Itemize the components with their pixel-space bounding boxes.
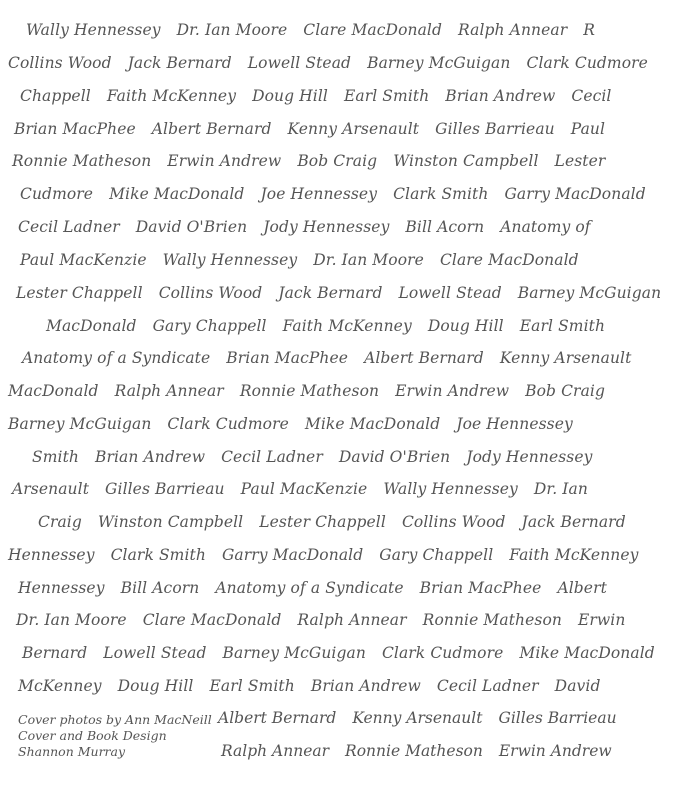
name-text: Collins Wood [158,284,263,302]
name-text: Bob Craig [525,382,605,400]
name-text: Bill Acorn [405,218,485,236]
name-text: Jody Hennessey [263,218,390,236]
name-text: Anatomy of a Syndicate [215,579,404,597]
name-text: Kenny Arsenault [287,120,420,138]
name-text: Bill Acorn [120,579,200,597]
name-text: Ronnie Matheson [422,611,562,629]
name-text: Gilles Barrieau [498,709,617,727]
name-text: Bernard [22,644,88,662]
names-row [14,119,621,139]
names-row [20,86,628,106]
names-row [18,676,616,696]
name-text: Bob Craig [297,152,378,170]
name-text: Cecil Ladner [436,677,539,695]
name-text: Joe Hennessey [260,185,378,203]
name-text: Clark Cudmore [381,644,504,662]
name-text: Dr. Ian [533,480,588,498]
name-text: Faith McKenney [106,87,237,105]
names-row [18,217,607,237]
name-text: Wally Hennessey [162,251,298,269]
name-text: Ralph Annear [458,21,568,39]
name-text: Brian MacPhee [14,120,136,138]
name-text: Winston Campbell [393,152,539,170]
design-credit-label: Cover and Book Design [18,728,167,743]
name-text: Hennessey [8,546,95,564]
name-text: Gary Chappell [379,546,494,564]
name-text: Clare MacDonald [439,251,579,269]
name-text: Earl Smith [519,317,606,335]
name-text: Cecil Ladner [221,448,323,466]
name-text: Dr. Ian Moore [313,251,424,269]
name-text: David O'Brien [338,448,451,466]
name-text: Earl Smith [343,87,430,105]
name-text: Smith [32,448,79,466]
name-text: Paul MacKenzie [20,251,147,269]
names-row [18,578,623,598]
name-text: Craig [38,513,82,531]
name-text: Albert Bernard [218,709,337,727]
name-text: Mike MacDonald [519,644,655,662]
names-row [26,20,611,40]
names-row [8,414,589,434]
name-text: Clare MacDonald [142,611,282,629]
name-text: Lowell Stead [103,644,207,662]
name-text: Garry MacDonald [504,185,646,203]
name-text: Brian Andrew [310,677,421,695]
names-row [20,184,662,204]
name-text: Gary Chappell [152,317,267,335]
name-text: Kenny Arsenault [352,709,483,727]
name-text: Anatomy of a Syndicate [22,349,211,367]
names-row [32,447,608,467]
name-text: Paul [570,120,606,138]
name-text: Erwin [577,611,626,629]
names-row [8,53,664,73]
names-row-beside-credits-1 [218,708,633,728]
name-text: Faith McKenney [509,546,639,564]
name-text: Barney McGuigan [517,284,662,302]
name-text: Brian Andrew [445,87,556,105]
name-text: Barney McGuigan [8,415,152,433]
name-text: Clark Cudmore [526,54,648,72]
name-text: Joe Hennessey [456,415,573,433]
names-row [22,643,671,663]
cover-photo-credit: Cover photos by Ann MacNeill [18,712,212,727]
name-text: Brian MacPhee [419,579,542,597]
name-text: Barney McGuigan [222,644,366,662]
name-text: Kenny Arsenault [499,349,632,367]
name-text: Ralph Annear [114,382,224,400]
name-text: Garry MacDonald [221,546,364,564]
name-text: Doug Hill [427,317,504,335]
name-text: Anatomy of [500,218,591,236]
name-text: Erwin Andrew [167,152,282,170]
name-text: Jack Bernard [521,513,626,531]
name-text: MacDonald [46,317,137,335]
names-row [22,348,647,368]
name-text: Jack Bernard [127,54,232,72]
name-text: Clark Smith [110,546,206,564]
name-text: Lester Chappell [16,284,143,302]
names-row [20,250,595,270]
names-row [8,381,621,401]
name-text: David O'Brien [135,218,248,236]
names-row [8,545,655,565]
name-text: Cecil [571,87,612,105]
name-text: Clark Smith [393,185,489,203]
name-text: Gilles Barrieau [105,480,225,498]
name-text: Dr. Ian Moore [16,611,127,629]
name-text: Wally Hennessey [383,480,518,498]
name-text: Hennessey [18,579,105,597]
name-text: Doug Hill [117,677,194,695]
name-text: Clare MacDonald [303,21,443,39]
name-text: Brian Andrew [95,448,206,466]
names-row [46,316,621,336]
name-text: Lester [554,152,606,170]
name-text: Erwin Andrew [395,382,510,400]
designer-name: Shannon Murray [18,744,126,759]
name-text: Jack Bernard [278,284,383,302]
names-row [12,479,604,499]
name-text: Dr. Ian Moore [176,21,288,39]
name-text: Chappell [20,87,91,105]
name-text: Paul MacKenzie [240,480,368,498]
name-text: Faith McKenney [282,317,412,335]
name-text: Gilles Barrieau [435,120,555,138]
name-text: Ronnie Matheson [12,152,152,170]
names-row [12,151,621,171]
name-text: Jody Hennessey [466,448,593,466]
name-text: Erwin Andrew [498,742,612,760]
name-text: David [554,677,601,695]
name-text: Brian MacPhee [226,349,349,367]
name-text: Lowell Stead [247,54,352,72]
name-text: Ronnie Matheson [239,382,380,400]
name-text: Lester Chappell [259,513,386,531]
names-row-beside-credits-2 [221,741,628,761]
name-text: Barney McGuigan [367,54,511,72]
name-text: Mike MacDonald [304,415,441,433]
credits-block [18,712,218,760]
names-row [16,610,641,630]
name-text: Ralph Annear [297,611,407,629]
name-text: MacDonald [8,382,99,400]
names-row [38,512,642,532]
name-text: Clark Cudmore [167,415,289,433]
name-text: Mike MacDonald [109,185,245,203]
name-text: R [583,21,596,39]
name-text: Albert [557,579,607,597]
name-text: Albert Bernard [151,120,272,138]
name-text: Ronnie Matheson [345,742,483,760]
name-text: Albert Bernard [364,349,484,367]
name-text: Doug Hill [252,87,328,105]
name-text: Lowell Stead [398,284,502,302]
name-text: Cecil Ladner [18,218,120,236]
name-text: Cudmore [20,185,94,203]
name-text: Winston Campbell [97,513,244,531]
name-text: Earl Smith [209,677,295,695]
name-text: Arsenault [12,480,90,498]
names-row [16,283,677,303]
name-text: Wally Hennessey [26,21,161,39]
name-text: Collins Wood [401,513,506,531]
name-text: Ralph Annear [221,742,330,760]
name-text: McKenney [18,677,102,695]
name-text: Collins Wood [8,54,112,72]
